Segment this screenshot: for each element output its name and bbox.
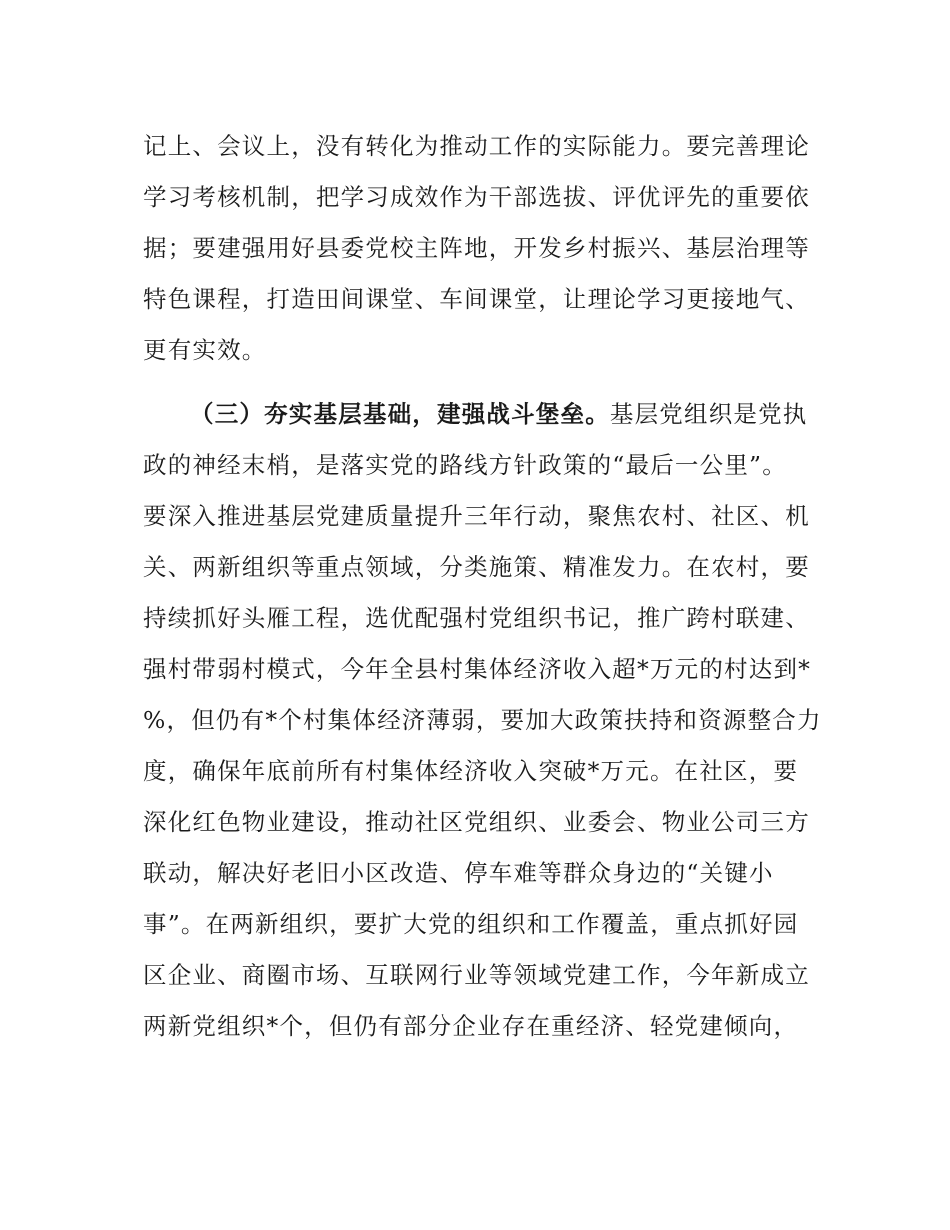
text-line: 特色课程，打造田间课堂、车间课堂，让理论学习更接地气、	[143, 285, 810, 313]
text-line: 记上、会议上，没有转化为推动工作的实际能力。要完善理论	[143, 132, 810, 160]
paragraph-2	[143, 389, 823, 1052]
text-line: 政的神经末梢，是落实党的路线方针政策的“最后一公里”。	[143, 451, 787, 479]
text-line: 度，确保年底前所有村集体经济收入突破*万元。在社区，要	[143, 757, 799, 785]
text-line: 更有实效。	[143, 336, 267, 364]
text-line: 据；要建强用好县委党校主阵地，开发乡村振兴、基层治理等	[143, 234, 810, 262]
heading-continuation: 基层党组织是党执	[609, 400, 808, 428]
text-line-first	[143, 389, 823, 440]
text-line: 联动，解决好老旧小区改造、停车难等群众身边的“关键小	[143, 859, 774, 887]
paragraph-1	[143, 121, 823, 376]
text-line: 要深入推进基层党建质量提升三年行动，聚焦农村、社区、机	[143, 502, 810, 530]
text-line: 区企业、商圈市场、互联网行业等领域党建工作，今年新成立	[143, 961, 810, 989]
paragraph-gap	[143, 376, 823, 389]
text-line: 学习考核机制，把学习成效作为干部选拔、评优评先的重要依	[143, 183, 810, 211]
text-line: 两新党组织*个，但仍有部分企业存在重经济、轻党建倾向，	[143, 1012, 799, 1040]
text-line: 事”。在两新组织，要扩大党的组织和工作覆盖，重点抓好园	[143, 910, 799, 938]
text-line: 持续抓好头雁工程，选优配强村党组织书记，推广跨村联建、	[143, 604, 810, 632]
text-line: 强村带弱村模式，今年全县村集体经济收入超*万元的村达到*	[143, 655, 812, 683]
body-text	[143, 121, 823, 1052]
section-heading: （三）夯实基层基础，建强战斗堡垒。	[190, 400, 610, 428]
text-line: 关、两新组织等重点领域，分类施策、精准发力。在农村，要	[143, 553, 810, 581]
text-line: %，但仍有*个村集体经济薄弱，要加大政策扶持和资源整合力	[143, 706, 822, 734]
text-line: 深化红色物业建设，推动社区党组织、业委会、物业公司三方	[143, 808, 810, 836]
